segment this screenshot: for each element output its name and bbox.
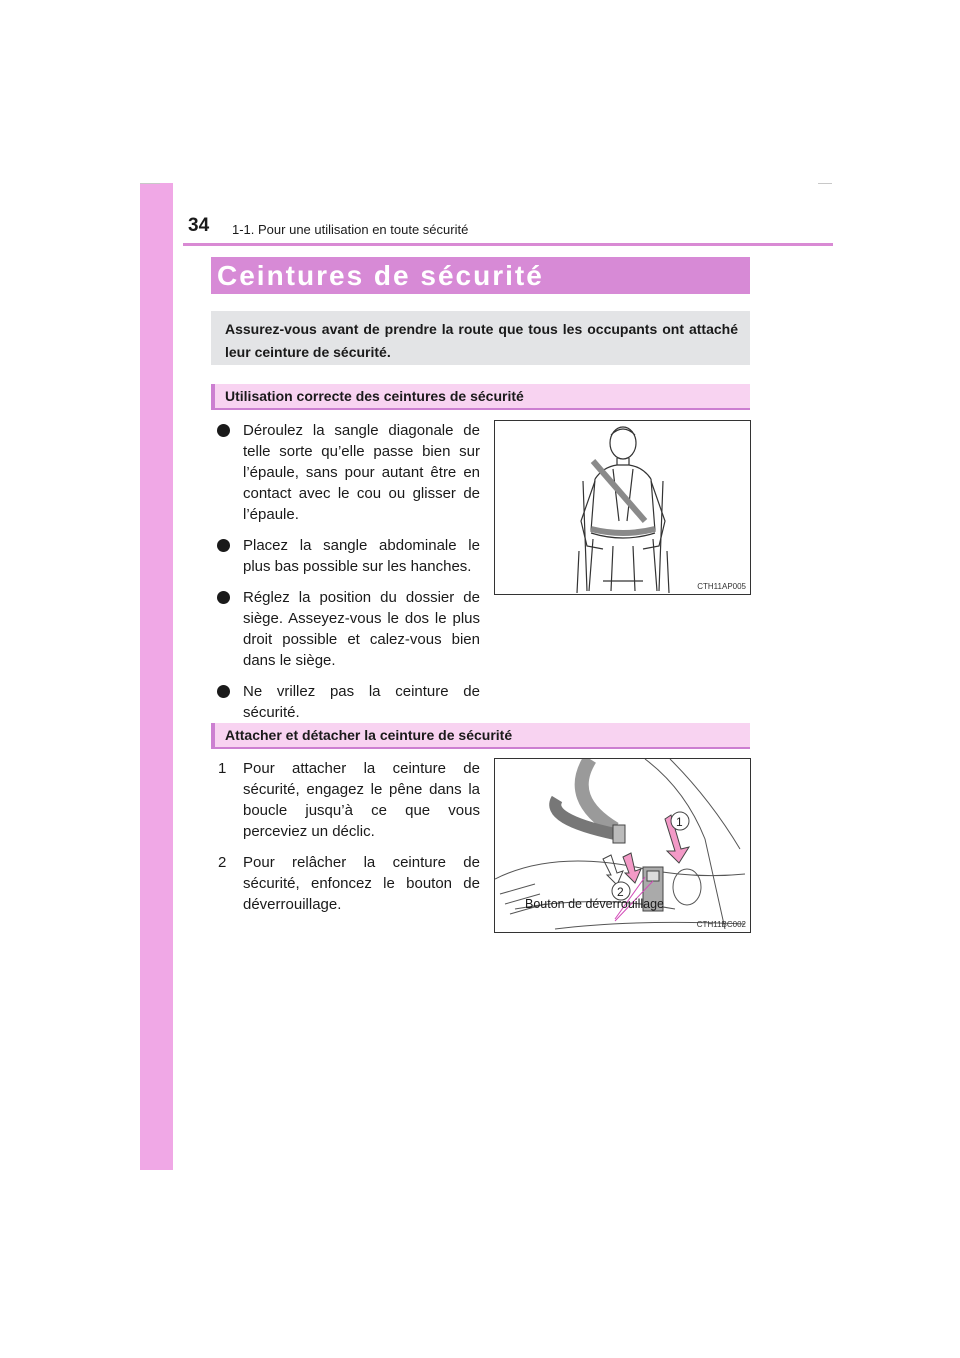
subheading-usage: Utilisation correcte des ceintures de sécurité <box>211 384 750 410</box>
bullet-text: Déroulez la sangle diagonale de telle sorte qu’elle passe bien sur l’épaule, sans pour autant être en contact avec le cou ou glisser de l’épaule. <box>243 422 480 523</box>
bullet-icon <box>217 424 230 437</box>
callout-1: 1 <box>676 815 683 829</box>
crop-mark <box>818 183 832 184</box>
intro-note: Assurez-vous avant de prendre la route que tous les occupants ont attaché leur ceinture de sécurité. <box>211 311 750 365</box>
page-title: Ceintures de sécurité <box>211 257 750 294</box>
header-rule <box>183 243 833 246</box>
figure-code: CTH11AP005 <box>697 582 746 591</box>
page-number: 34 <box>188 215 210 236</box>
bullet-icon <box>217 539 230 552</box>
fasten-step-list <box>216 758 480 925</box>
list-item <box>216 420 480 525</box>
release-button-label: Bouton de déverrouillage <box>525 897 664 911</box>
list-item <box>216 681 480 723</box>
subheading-fasten: Attacher et détacher la ceinture de sécurité <box>211 723 750 749</box>
list-item <box>216 758 480 842</box>
step-text: Pour relâcher la ceinture de sécurité, enfoncez le bouton de déverrouillage. <box>243 854 480 913</box>
crop-mark <box>140 183 160 184</box>
bullet-icon <box>217 685 230 698</box>
bullet-text: Réglez la position du dossier de siège. Asseyez-vous le dos le plus droit possible et calez-vous bien dans le siège. <box>243 589 480 669</box>
step-number: 2 <box>218 854 227 871</box>
running-header: 1-1. Pour une utilisation en toute sécurité <box>232 222 469 237</box>
step-text: Pour attacher la ceinture de sécurité, engagez le pêne dans la boucle jusqu’à ce que vous perceviez un déclic. <box>243 760 480 840</box>
bullet-text: Ne vrillez pas la ceinture de sécurité. <box>243 683 480 721</box>
callout-2: 2 <box>617 885 624 899</box>
occupant-drawing <box>495 421 750 594</box>
usage-bullet-list <box>216 420 480 733</box>
list-item <box>216 852 480 915</box>
figure-code: CTH11BC002 <box>696 920 746 929</box>
list-item <box>216 535 480 577</box>
seated-occupant-illustration <box>494 420 751 595</box>
bullet-text: Placez la sangle abdominale le plus bas possible sur les hanches. <box>243 537 480 575</box>
bullet-icon <box>217 591 230 604</box>
list-item <box>216 587 480 671</box>
side-tab-strip <box>140 183 173 1170</box>
buckle-illustration <box>494 758 751 933</box>
step-number: 1 <box>218 760 227 777</box>
